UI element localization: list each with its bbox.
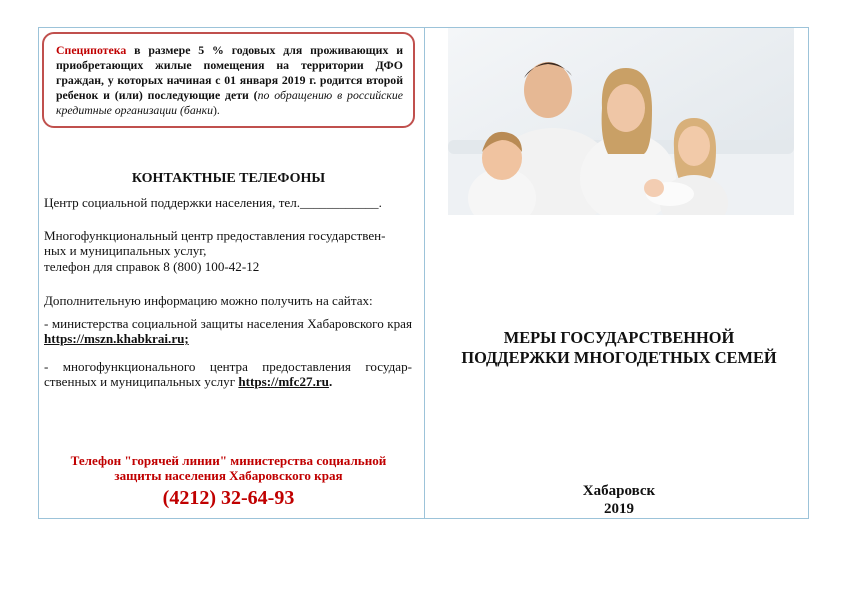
family-photo (448, 28, 794, 215)
hotline-line-2: защиты населения Хабаровского края (114, 468, 343, 483)
hotline-phone: (4212) 32-64-93 (162, 487, 295, 509)
mfc-site-end: . (328, 374, 333, 389)
mfc-phone: телефон для справок 8 (800) 100-42-12 (44, 259, 260, 274)
more-info-line: Дополнительную информацию можно получить на сайтах: (44, 293, 373, 308)
mfc-site-text: - многофункционального центра предоставления государ-ственных и муниципальных услуг (44, 359, 412, 389)
mfc-line-1: Многофункциональный центр предоставления государствен- (44, 228, 386, 243)
imprint (430, 482, 808, 518)
imprint-year: 2019 (604, 501, 634, 517)
hotline-line-1: Телефон "горячей линии" министерства социальной (70, 453, 387, 468)
mfc-line-2: ных и муниципальных услуг, (44, 243, 207, 258)
brochure-title-line-2: ПОДДЕРЖКИ МНОГОДЕТНЫХ СЕМЕЙ (461, 348, 777, 367)
imprint-city: Хабаровск (582, 483, 656, 499)
note-tail: ). (213, 103, 220, 117)
note-italic: по обращению в российские кредитные организации (банки (56, 88, 404, 117)
family-photo-illustration (448, 28, 794, 215)
note-highlight: Специпотека (56, 43, 127, 57)
note-body: в размере 5 % годовых для проживающих и приобретающих жилые помещения на территории ДФО граждан, у которых начиная с 01 января 2019 г. родится второй ребенок и (или) последующие дети ( (56, 43, 403, 102)
fold-divider (424, 27, 425, 519)
contacts-title: КОНТАКТНЫЕ ТЕЛЕФОНЫ (131, 171, 326, 186)
special-mortgage-note (42, 32, 415, 128)
mfc-site-link[interactable]: https://mfc27.ru (238, 374, 329, 389)
brochure-title-line-1: МЕРЫ ГОСУДАРСТВЕННОЙ (503, 328, 735, 347)
ministry-site (44, 316, 412, 346)
ministry-site-text: - министерства социальной защиты населения Хабаровского края (44, 316, 412, 331)
hotline-block (42, 453, 415, 511)
brochure-title (430, 328, 808, 368)
ministry-site-link[interactable]: https://mszn.khabkrai.ru; (44, 331, 189, 346)
social-center-line: Центр социальной поддержки населения, тел.____________. (44, 195, 382, 210)
mfc-site (44, 359, 412, 389)
